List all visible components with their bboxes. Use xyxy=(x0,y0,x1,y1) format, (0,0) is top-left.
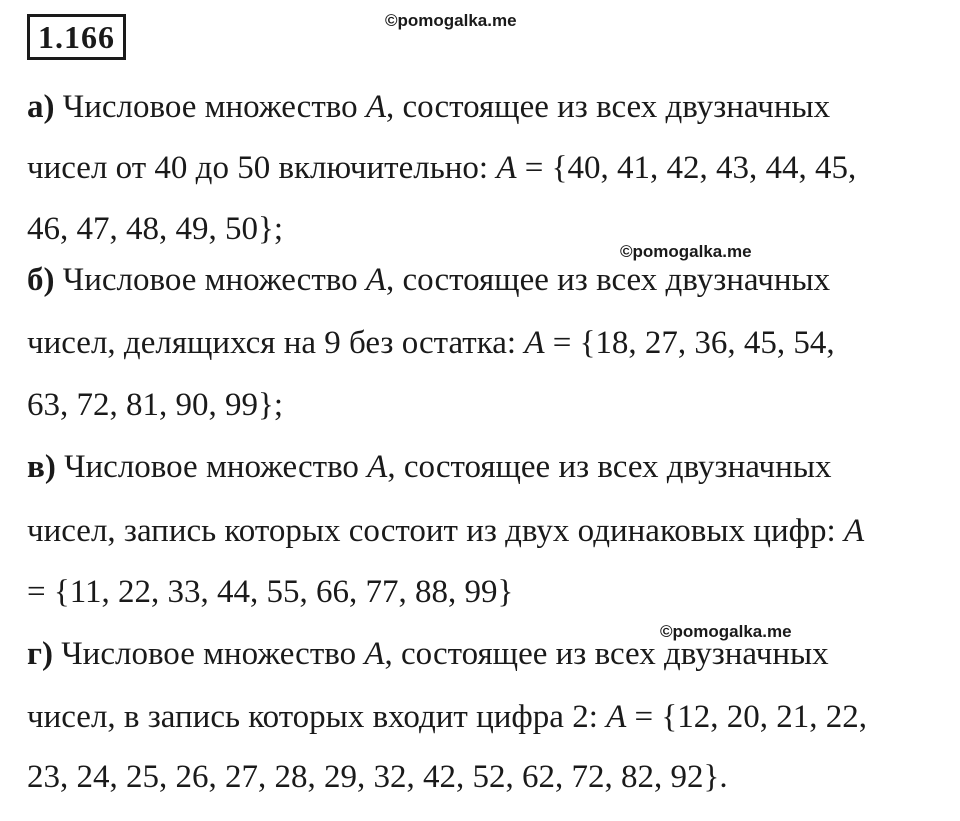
watermark: ©pomogalka.me xyxy=(620,242,752,261)
text-segment: чисел, запись которых состоит из двух одинаковых цифр: xyxy=(27,513,844,549)
text-segment: 63, 72, 81, 90, 99}; xyxy=(27,387,284,423)
set-variable: A xyxy=(367,449,388,485)
set-variable: A xyxy=(496,150,517,186)
item-marker: г) xyxy=(27,636,53,672)
text-line xyxy=(27,634,829,674)
text-line xyxy=(27,209,283,249)
set-variable: A xyxy=(606,699,627,735)
text-line xyxy=(27,757,728,797)
text-segment: Числовое множество xyxy=(55,449,368,485)
text-segment: , состоящее из всех двузначных xyxy=(387,449,832,485)
text-segment: чисел, делящихся на 9 без остатка: xyxy=(27,325,525,361)
text-line xyxy=(27,697,867,737)
item-marker: а) xyxy=(27,89,55,125)
text-line xyxy=(27,385,283,425)
text-segment: = {40, 41, 42, 43, 44, 45, xyxy=(516,150,857,186)
text-line xyxy=(27,323,835,363)
item-marker: в) xyxy=(27,449,56,485)
item-marker: б) xyxy=(27,262,55,298)
text-line xyxy=(27,260,830,300)
text-line xyxy=(27,87,830,127)
set-variable: A xyxy=(365,89,387,125)
set-variable: A xyxy=(843,513,865,549)
text-segment: Числовое множество xyxy=(54,89,366,125)
text-segment: , состоящее из всех двузначных xyxy=(386,89,831,125)
text-segment: = {11, 22, 33, 44, 55, 66, 77, 88, 99} xyxy=(27,574,514,610)
text-line xyxy=(27,447,832,487)
text-segment: чисел, в запись которых входит цифра 2: xyxy=(27,699,607,735)
set-variable: A xyxy=(364,636,385,672)
text-segment: = {12, 20, 21, 22, xyxy=(626,699,867,735)
set-variable: A xyxy=(365,262,387,298)
text-segment: , состоящее из всех двузначных xyxy=(384,636,829,672)
text-segment: 23, 24, 25, 26, 27, 28, 29, 32, 42, 52, 62, 72, 82, 92}. xyxy=(27,759,728,795)
watermark: ©pomogalka.me xyxy=(385,11,517,30)
text-segment: , состоящее из всех двузначных xyxy=(386,262,831,298)
text-segment: чисел от 40 до 50 включительно: xyxy=(27,150,497,186)
text-segment: Числовое множество xyxy=(52,636,365,672)
text-line xyxy=(27,148,856,188)
problem-number: 1.166 xyxy=(27,14,126,60)
text-segment: = {18, 27, 36, 45, 54, xyxy=(544,325,835,361)
text-segment: 46, 47, 48, 49, 50}; xyxy=(27,211,284,247)
set-variable: A xyxy=(524,325,545,361)
text-segment: Числовое множество xyxy=(54,262,366,298)
text-line xyxy=(27,572,513,612)
text-line xyxy=(27,511,864,551)
watermark: ©pomogalka.me xyxy=(660,622,792,641)
